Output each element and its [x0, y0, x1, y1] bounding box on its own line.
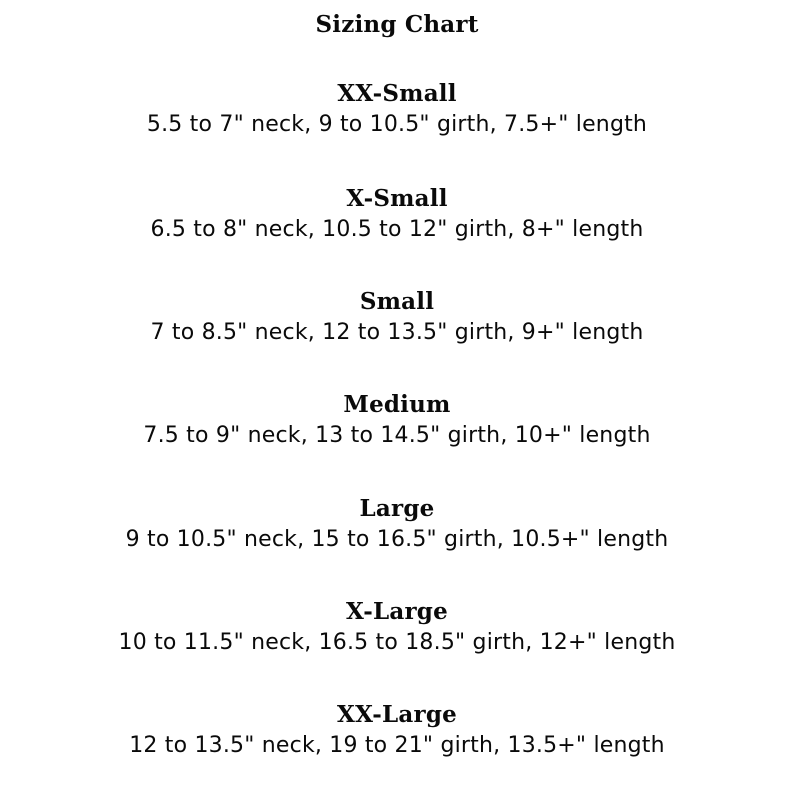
size-entry-x-large: [0, 596, 794, 658]
size-entry-xx-large: [0, 699, 794, 761]
size-description: 9 to 10.5" neck, 15 to 16.5" girth, 10.5+" length: [125, 527, 669, 552]
size-entry-medium: [0, 389, 794, 451]
page-title: Sizing Chart: [315, 11, 479, 38]
size-description: 5.5 to 7" neck, 9 to 10.5" girth, 7.5+" length: [146, 112, 648, 137]
size-name: X-Large: [346, 598, 448, 625]
size-entry-x-small: [0, 183, 794, 245]
size-description: 10 to 11.5" neck, 16.5 to 18.5" girth, 12+" length: [118, 630, 676, 655]
size-description: 7.5 to 9" neck, 13 to 14.5" girth, 10+" length: [143, 423, 651, 448]
size-name: XX-Small: [337, 80, 457, 107]
size-name: Medium: [343, 391, 451, 418]
size-entry-xx-small: [0, 78, 794, 140]
size-description: 12 to 13.5" neck, 19 to 21" girth, 13.5+" length: [129, 733, 665, 758]
size-name: Small: [359, 288, 435, 315]
size-description: 6.5 to 8" neck, 10.5 to 12" girth, 8+" length: [150, 217, 644, 242]
size-name: XX-Large: [337, 701, 457, 728]
size-description: 7 to 8.5" neck, 12 to 13.5" girth, 9+" length: [150, 320, 644, 345]
size-entry-small: [0, 286, 794, 348]
size-name: Large: [359, 495, 435, 522]
size-entry-large: [0, 493, 794, 555]
size-name: X-Small: [346, 185, 448, 212]
